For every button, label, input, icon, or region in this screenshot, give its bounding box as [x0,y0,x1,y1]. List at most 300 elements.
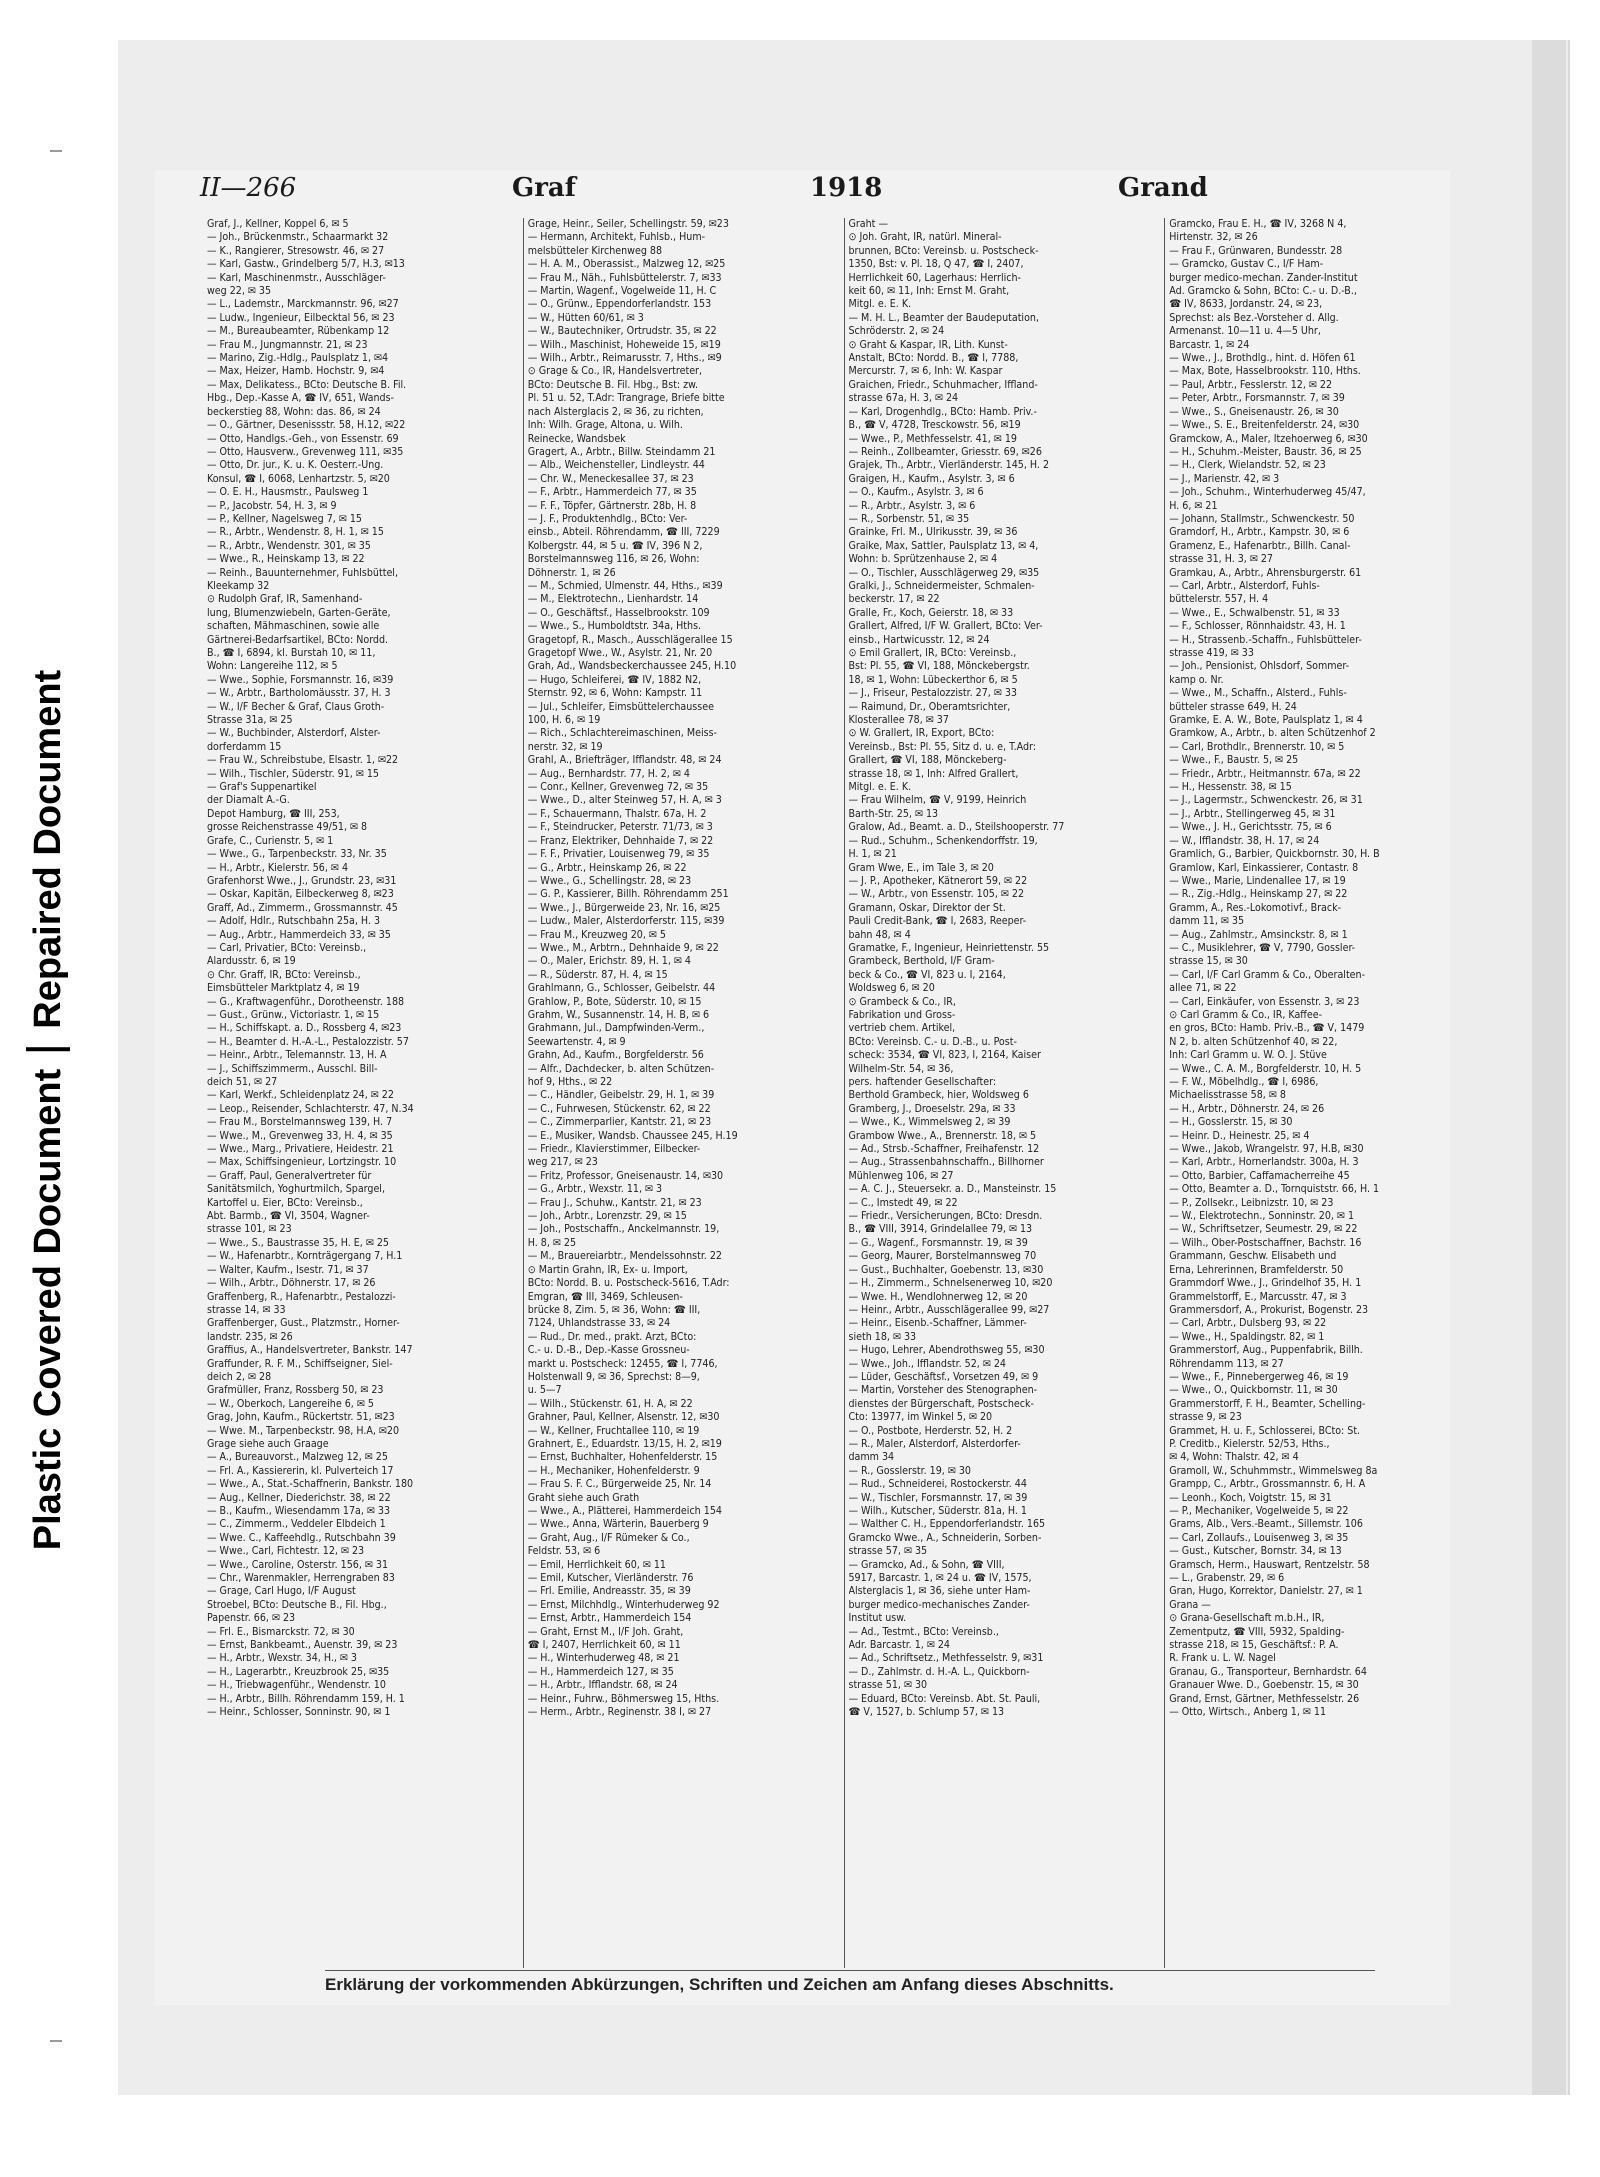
directory-entry-line: Mitgl. e. E. K. [848,781,912,794]
directory-entry-line: — Frau M., Borstelmannsweg 139, H. 7 [207,1116,393,1129]
directory-entry-line: — Wwe., Anna, Wärterin, Bauerberg 9 [527,1518,709,1531]
directory-entry-line: — M., Bureaubeamter, Rübenkamp 12 [207,325,390,338]
directory-entry-line: Grahner, Paul, Kellner, Alsenstr. 12, ✉30 [527,1411,720,1424]
directory-entry-line: strasse 31, H. 3, ✉ 27 [1169,553,1273,566]
directory-entry-line: — H., Schuhm.-Meister, Baustr. 36, ✉ 25 [1169,445,1362,458]
directory-entry-line: — Gramcko, Ad., & Sohn, ☎ VIII, [848,1558,1005,1571]
directory-entry-line: — M., Schmied, Ulmenstr. 44, Hths., ✉39 [527,579,723,592]
header-left-keyword: Graf [512,173,576,203]
directory-entry-line: — H., Arbtr., Wexstr. 34, H., ✉ 3 [207,1652,357,1665]
directory-entry-line: Gramann, Oskar, Direktor der St. [848,901,1006,914]
directory-entry-line: — G. P., Kassierer, Billh. Röhrendamm 251 [527,888,729,901]
directory-entry-line: — Paul, Arbtr., Fesslerstr. 12, ✉ 22 [1169,378,1333,391]
directory-entry-line: — H., Arbtr., Billh. Röhrendamm 159, H. 1 [207,1692,405,1705]
directory-entry-line: ⊙ Joh. Graht, IR, natürl. Mineral- [848,231,1002,244]
directory-entry-line: Kartoffel u. Eier, BCto: Vereinsb., [207,1196,363,1209]
directory-entry-line: — Rich., Schlachtereimaschinen, Meiss- [527,727,717,740]
directory-entry-line: — Wwe., Marie, Lindenallee 17, ✉ 19 [1169,874,1346,887]
directory-entry-line: dorferdamm 15 [207,740,282,753]
directory-entry-line: N 2, b. alten Schützenhof 40, ✉ 22, [1169,1035,1338,1048]
directory-entry-line: — Frl. Emilie, Andreasstr. 35, ✉ 39 [527,1585,691,1598]
directory-entry-line: Graichen, Friedr., Schuhmacher, Iffland- [848,378,1038,391]
directory-entry-line: einsb., Hartwicusstr. 12, ✉ 24 [848,633,990,646]
directory-entry-line: — Aug., Kellner, Diederichstr. 38, ✉ 22 [207,1491,391,1504]
directory-entry-line: der Diamalt A.-G. [207,794,290,807]
directory-entry-line: — Wwe. M., Tarpenbeckstr. 98, H.A, ✉20 [207,1424,400,1437]
directory-entry-line: — F., Schauermann, Thalstr. 67a, H. 2 [527,807,707,820]
directory-entry-line: — Wilh., Maschinist, Hoheweide 15, ✉19 [527,338,721,351]
directory-entry-line: — J. F., Produktenhdlg., BCto: Ver- [527,512,688,525]
directory-entry-line: — Wwe., H., Spaldingstr. 82, ✉ 1 [1169,1330,1325,1343]
directory-entry-line: Mitgl. e. E. K. [848,298,912,311]
directory-entry-line: — H., Winterhuderweg 48, ✉ 21 [527,1652,680,1665]
directory-entry-line: 100, H. 6, ✉ 19 [527,714,601,727]
directory-entry-line: ⊙ Grage & Co., IR, Handelsvertreter, [527,365,702,378]
directory-entry-line: — W., Tischler, Forsmannstr. 17, ✉ 39 [848,1491,1028,1504]
directory-entry-line: — F. F., Töpfer, Gärtnerstr. 28b, H. 8 [527,499,697,512]
directory-entry-line: — R., Sorbenstr. 51, ✉ 35 [848,512,970,525]
directory-entry-line: — A. C. J., Steuersekr. a. D., Mansteinstr. 15 [848,1183,1057,1196]
directory-entry-line: Gragert, A., Arbtr., Billw. Steindamm 21 [527,445,716,458]
directory-entry-line: Gramlow, Karl, Einkassierer, Contastr. 8 [1169,861,1359,874]
directory-entry-line: — Wwe., D., alter Steinweg 57, H. A, ✉ 3 [527,794,722,807]
directory-entry-line: Granauer Wwe. D., Goebenstr. 15, ✉ 30 [1169,1679,1359,1692]
directory-entry-line: Gramlich, G., Barbier, Quickbornstr. 30, H. B [1169,848,1380,861]
directory-entry-line: — Frau F., Grünwaren, Bundesstr. 28 [1169,244,1343,257]
directory-entry-line: — C., Zimmerparlier, Kantstr. 21, ✉ 23 [527,1116,712,1129]
directory-entry-line: Grams, Alb., Vers.-Beamt., Sillemstr. 106 [1169,1518,1363,1531]
directory-entry-line: Adr. Barcastr. 1, ✉ 24 [848,1639,950,1652]
side-banner-text [26,670,70,1550]
directory-entry-line: Strasse 31a, ✉ 25 [207,714,293,727]
directory-entry-line: 1350, Bst: v. Pl. 18, Q 47, ☎ I, 2407, [848,258,1024,271]
directory-entry-line: allee 71, ✉ 22 [1169,982,1237,995]
directory-entry-line: P. Creditb., Kielerstr. 52/53, Hths., [1169,1437,1330,1450]
directory-entry-line: — O., Geschäftsf., Hasselbrookstr. 109 [527,606,710,619]
directory-entry-line: — Karl, Werkf., Schleidenplatz 24, ✉ 22 [207,1089,394,1102]
directory-entry-line: melsbütteler Kirchenweg 88 [527,244,663,257]
directory-entry-line: — Wwe., Jakob, Wrangelstr. 97, H.B, ✉30 [1169,1143,1364,1156]
directory-entry-line: Herrlichkeit 60, Lagerhaus: Herrlich- [848,271,1021,284]
directory-entry-line: — Alb., Weichensteller, Lindleystr. 44 [527,459,705,472]
directory-entry-line: — Gramcko, Gustav C., I/F Ham- [1169,258,1324,271]
directory-entry-line: kamp o. Nr. [1169,673,1224,686]
directory-entry-line: weg 22, ✉ 35 [207,285,272,298]
directory-entry-line: — Wwe., Caroline, Osterstr. 156, ✉ 31 [207,1558,389,1571]
directory-entry-line: — H., Arbtr., Kielerstr. 56, ✉ 4 [207,861,349,874]
directory-entry-line: ✉ 4, Wohn: Thalstr. 42, ✉ 4 [1169,1451,1299,1464]
directory-entry-line: — Hugo, Schleiferei, ☎ IV, 1882 N2, [527,673,702,686]
directory-entry-line: strasse 67a, H. 3, ✉ 24 [848,392,959,405]
directory-entry-line: Graffenberger, Gust., Platzmstr., Horner- [207,1317,400,1330]
directory-entry-line: — R., Arbtr., Asylstr. 3, ✉ 6 [848,499,976,512]
directory-entry-line: — Wwe., F., Pinnebergerweg 46, ✉ 19 [1169,1370,1349,1383]
directory-entry-line: — Frau M., Kreuzweg 20, ✉ 5 [527,928,666,941]
directory-entry-line: — Wwe., J., Brothdlg., hint. d. Höfen 61 [1169,352,1356,365]
directory-entry-line: — Eduard, BCto: Vereinsb. Abt. St. Pauli, [848,1692,1041,1705]
directory-entry-line: — Oskar, Kapitän, Eilbeckerweg 8, ✉23 [207,888,394,901]
directory-entry-line: — Ludw., Ingenieur, Eilbecktal 56, ✉ 23 [207,311,395,324]
directory-entry-line: Grafmüller, Franz, Rossberg 50, ✉ 23 [207,1384,384,1397]
directory-entry-line: — Marino, Zig.-Hdlg., Paulsplatz 1, ✉4 [207,352,389,365]
directory-entry-line: — Wwe., Joh., Ifflandstr. 52, ✉ 24 [848,1357,1006,1370]
directory-entry-line: Graffius, A., Handelsvertreter, Bankstr. 147 [207,1344,413,1357]
directory-entry-line: bütteler strasse 649, H. 24 [1169,700,1297,713]
directory-entry-line: — Wwe., M., Arbtrn., Dehnhaide 9, ✉ 22 [527,941,719,954]
directory-entry-line: — Wwe., Sophie, Forsmannstr. 16, ✉39 [207,673,394,686]
directory-entry-line: — Hugo, Lehrer, Abendrothsweg 55, ✉30 [848,1344,1045,1357]
directory-entry-line: Wohn: b. Sprützenhause 2, ✉ 4 [848,553,998,566]
page-number: II—266 [200,173,297,203]
directory-entry-line: — O., Postbote, Herderstr. 52, H. 2 [848,1424,1013,1437]
directory-entry-line: Grammerstorff, F. H., Beamter, Schelling- [1169,1397,1366,1410]
directory-entry-line: — Wwe., P., Methfesselstr. 41, ✉ 19 [848,432,1017,445]
directory-entry-line: — M., Brauereiarbtr., Mendelssohnstr. 22 [527,1250,722,1263]
directory-entry-line: — W., Oberkoch, Langereihe 6, ✉ 5 [207,1397,374,1410]
directory-entry-line: strasse 57, ✉ 35 [848,1545,928,1558]
header-right-keyword: Grand [1118,173,1208,203]
directory-entry-line: Grahlow, P., Bote, Süderstr. 10, ✉ 15 [527,995,702,1008]
directory-entry-line: Ad. Gramcko & Sohn, BCto: C.- u. D.-B., [1169,285,1357,298]
directory-entry-line: — D., Zahlmstr. d. H.-A. L., Quickborn- [848,1665,1030,1678]
directory-entry-line: — Carl, Privatier, BCto: Vereinsb., [207,941,367,954]
directory-entry-line: schaften, Mähmaschinen, sowie alle [207,620,380,633]
directory-entry-line: — P., Kellner, Nagelsweg 7, ✉ 15 [207,512,362,525]
directory-entry-line: Grage siehe auch Graage [207,1437,329,1450]
directory-entry-line: Kolbergstr. 44, ✉ 5 u. ☎ IV, 396 N 2, [527,539,703,552]
directory-entry-line: — Carl, Brothdlr., Brennerstr. 10, ✉ 5 [1169,740,1345,753]
directory-entry-line: — J., Marienstr. 42, ✉ 3 [1169,472,1280,485]
directory-entry-line: — Frau J., Schuhw., Kantstr. 21, ✉ 23 [527,1196,702,1209]
directory-entry-line: deich 2, ✉ 28 [207,1370,272,1383]
directory-entry-line: Pl. 51 u. 52, T.Adr: Trangrage, Briefe bitte [527,392,725,405]
directory-entry-line: — Frau Wilhelm, ☎ V, 9199, Heinrich [848,794,1027,807]
directory-entry-line: H. 8, ✉ 25 [527,1236,577,1249]
directory-entry-line: Grallert, Alfred, I/F W. Grallert, BCto: Ver- [848,620,1043,633]
directory-entry-line: — Karl, Gastw., Grindelberg 5/7, H.3, ✉13 [207,258,405,271]
directory-entry-line: Gramke, E. A. W., Bote, Paulsplatz 1, ✉ 4 [1169,714,1363,727]
directory-entry-line: — Wilh., Stückenstr. 61, H. A, ✉ 22 [527,1397,693,1410]
directory-entry-line: — F., Steindrucker, Peterstr. 71/73, ✉ 3 [527,821,713,834]
directory-entry-line: — Martin, Wagenf., Vogelweide 11, H. C [527,285,717,298]
directory-entry-line: Institut usw. [848,1612,907,1625]
directory-entry-line: Mercurstr. 7, ✉ 6, Inh: W. Kaspar [848,365,1003,378]
side-banner [0,0,95,2177]
directory-entry-line: Grahmann, Jul., Dampfwinden-Verm., [527,1022,705,1035]
directory-entry-line: Wilhelm-Str. 54, ✉ 36, [848,1062,954,1075]
directory-entry-line: — H., Lagerarbtr., Kreuzbrook 25, ✉35 [207,1665,390,1678]
directory-entry-line: — W., Buchbinder, Alsterdorf, Alster- [207,727,381,740]
directory-entry-line: — Reinh., Zollbeamter, Griesstr. 69, ✉26 [848,445,1042,458]
directory-entry-line: — Wwe., C. A. M., Borgfelderstr. 10, H. 5 [1169,1062,1362,1075]
directory-entry-line: Grammersdorf, A., Prokurist, Bogenstr. 23 [1169,1303,1369,1316]
directory-entry-line: — C., Musiklehrer, ☎ V, 7790, Gossler- [1169,941,1356,954]
directory-entry-line: — Peter, Arbtr., Forsmannstr. 7, ✉ 39 [1169,392,1345,405]
directory-entry-line: BCto: Deutsche B. Fil. Hbg., Bst: zw. [527,378,699,391]
directory-entry-line: Seewartenstr. 4, ✉ 9 [527,1035,626,1048]
directory-entry-line: — Alfr., Dachdecker, b. alten Schützen- [527,1062,715,1075]
directory-entry-line: Gralow, Ad., Beamt. a. D., Steilshooperstr. 77 [848,821,1065,834]
directory-entry-line: — G., Kraftwagenführ., Dorotheenstr. 188 [207,995,405,1008]
directory-entry-line: — Wilh., Arbtr., Döhnerstr. 17, ✉ 26 [207,1277,376,1290]
page-edge-shadow [1532,40,1566,2095]
directory-entry-line: Grambow Wwe., A., Brennerstr. 18, ✉ 5 [848,1129,1037,1142]
directory-entry-line: Graf, J., Kellner, Koppel 6, ✉ 5 [207,218,349,230]
directory-entry-line: Grahn, Ad., Kaufm., Borgfelderstr. 56 [527,1049,704,1062]
directory-entry-line: — O., Maler, Erichstr. 89, H. 1, ✉ 4 [527,955,691,968]
directory-entry-line: — A., Bureauvorst., Malzweg 12, ✉ 25 [207,1451,388,1464]
directory-entry-line: dienstes der Bürgerschaft, Postscheck- [848,1397,1034,1410]
directory-entry-line: Anstalt, BCto: Nordd. B., ☎ I, 7788, [848,352,1019,365]
directory-entry-line: strasse 218, ✉ 15, Geschäftsf.: P. A. [1169,1639,1339,1652]
directory-entry-line: — Frl. A., Kassiererin, kl. Pulverteich 17 [207,1464,394,1477]
directory-entry-line: strasse 419, ✉ 33 [1169,647,1254,659]
directory-entry-line: hof 9, Hths., ✉ 22 [527,1076,613,1088]
directory-entry-line: Grafenhorst Wwe., J., Grundstr. 23, ✉31 [207,874,397,887]
directory-entry-line: Papenstr. 66, ✉ 23 [207,1612,296,1625]
directory-entry-line: 5917, Barcastr. 1, ✉ 24 u. ☎ IV, 1575, [848,1572,1032,1585]
directory-entry-line: — J., Friseur, Pestalozzistr. 27, ✉ 33 [848,687,1017,700]
directory-entry-line: — Rud., Schuhm., Schenkendorffstr. 19, [848,834,1038,847]
directory-entry-line: BCto: Nordd. B. u. Postscheck-5616, T.Adr: [527,1277,730,1290]
directory-entry-line: Eimsbütteler Marktplatz 4, ✉ 19 [207,982,360,995]
directory-entry-line: Gramatke, F., Ingenieur, Heinriettenstr. 55 [848,941,1050,954]
directory-entry-line: ☎ I, 2407, Herrlichkeit 60, ✉ 11 [527,1639,681,1652]
directory-entry-line: — Wwe., F., Baustr. 5, ✉ 25 [1169,754,1299,767]
directory-entry-line: — Otto, Wirtsch., Anberg 1, ✉ 11 [1169,1706,1327,1719]
directory-entry-line: strasse 51, ✉ 30 [848,1679,928,1692]
directory-entry-line: — R., Maler, Alsterdorf, Alsterdorfer- [848,1437,1021,1450]
directory-entry-line: — Wwe., G., Schellingstr. 28, ✉ 23 [527,874,692,887]
directory-entry-line: Hbg., Dep.-Kasse A, ☎ IV, 651, Wands- [207,392,394,405]
directory-columns [203,218,1478,1968]
directory-entry-line: 18, ✉ 1, Wohn: Lübeckerthor 6, ✉ 5 [848,673,1018,686]
directory-entry-line: — Chr. W., Meneckesallee 37, ✉ 23 [527,472,694,485]
directory-entry-line: Grahnert, E., Eduardstr. 13/15, H. 2, ✉19 [527,1437,722,1450]
directory-column-4 [1164,218,1478,1968]
directory-entry-line: Erna, Lehrerinnen, Bramfelderstr. 50 [1169,1263,1344,1276]
directory-entry-line: — Graff, Paul, Generalvertreter für [207,1169,372,1182]
directory-entry-line: B., ☎ VIII, 3914, Grindelallee 79, ✉ 13 [848,1223,1033,1236]
directory-entry-line: damm 11, ✉ 35 [1169,915,1245,928]
directory-entry-line: — Leop., Reisender, Schlachterstr. 47, N.34 [207,1102,414,1115]
directory-entry-line: Gramkau, A., Arbtr., Ahrensburgerstr. 61 [1169,566,1362,579]
directory-entry-line: Graike, Max, Sattler, Paulsplatz 13, ✉ 4, [848,539,1039,552]
directory-entry-line: Grammann, Geschw. Elisabeth und [1169,1250,1337,1263]
directory-entry-line: — Frau W., Schreibstube, Elsastr. 1, ✉22 [207,754,399,767]
directory-entry-line: — Adolf, Hdlr., Rutschbahn 25a, H. 3 [207,915,381,928]
directory-entry-line: — Ad., Testmt., BCto: Vereinsb., [848,1625,999,1638]
directory-entry-line: — Heinr., Fuhrw., Böhmersweg 15, Hths. [527,1692,720,1705]
directory-entry-line: — Rud., Schneiderei, Rostockerstr. 44 [848,1478,1027,1491]
directory-entry-line: Gralle, Fr., Koch, Geierstr. 18, ✉ 33 [848,606,1014,619]
directory-entry-line: Emgran, ☎ III, 3469, Schleusen- [527,1290,683,1303]
directory-entry-line: — P., Jacobstr. 54, H. 3, ✉ 9 [207,499,337,512]
directory-entry-line: — H., Triebwagenführ., Wendenstr. 10 [207,1679,386,1692]
directory-entry-line: ⊙ Grambeck & Co., IR, [848,995,956,1008]
directory-entry-line: strasse 18, ✉ 1, Inh: Alfred Grallert, [848,767,1019,780]
directory-entry-line: — M. H. L., Beamter der Baudeputation, [848,311,1039,324]
directory-entry-line: Sternstr. 92, ✉ 6, Wohn: Kampstr. 11 [527,687,703,700]
directory-entry-line: — Franz, Elektriker, Dehnhaide 7, ✉ 22 [527,834,714,847]
directory-entry-line: — H., Beamter d. H.-A.-L., Pestalozzistr. 57 [207,1035,409,1048]
directory-entry-line: Klosterallee 78, ✉ 37 [848,714,949,727]
directory-entry-line: Gramenz, E., Hafenarbtr., Billh. Canal- [1169,539,1351,552]
directory-entry-line: — Carl, Arbtr., Alsterdorf, Fuhls- [1169,579,1320,592]
directory-entry-line: — F. W., Möbelhdlg., ☎ I, 6986, [1169,1076,1319,1088]
directory-entry-line: — Georg, Maurer, Borstelmannsweg 70 [848,1250,1037,1263]
directory-entry-line: — H., Zimmerm., Schnelsenerweg 10, ✉20 [848,1277,1053,1290]
directory-entry-line: Grampp, C., Arbtr., Grossmannstr. 6, H. A [1169,1478,1366,1491]
directory-entry-line: beck & Co., ☎ VI, 823 u. I, 2164, [848,968,1006,981]
directory-entry-line: — Karl, Arbtr., Hornerlandstr. 300a, H. 3 [1169,1156,1359,1169]
directory-entry-line: — Frau S. F. C., Bürgerweide 25, Nr. 14 [527,1478,712,1491]
directory-entry-line: Abt. Barmb., ☎ VI, 3504, Wagner- [207,1210,370,1223]
directory-entry-line: Armenanst. 10—11 u. 4—5 Uhr, [1169,325,1321,338]
directory-entry-line: — W., Elektrotechn., Sonninstr. 20, ✉ 1 [1169,1210,1355,1223]
directory-entry-line: vertrieb chem. Artikel, [848,1022,956,1035]
directory-entry-line: — Wilh., Tischler, Süderstr. 91, ✉ 15 [207,767,379,780]
directory-entry-line: — Chr., Warenmakler, Herrengraben 83 [207,1572,395,1585]
directory-entry-line: Gramm, A., Res.-Lokomotivf., Brack- [1169,901,1342,914]
directory-entry-line: Grajek, Th., Arbtr., Vierländerstr. 145, H. 2 [848,459,1050,472]
directory-entry-line: Berthold Grambeck, hier, Woldsweg 6 [848,1089,1029,1102]
directory-entry-line: — Wwe., G., Tarpenbeckstr. 33, Nr. 35 [207,848,387,861]
directory-entry-line: — E., Musiker, Wandsb. Chaussee 245, H.19 [527,1129,738,1142]
directory-entry-line: — Ernst, Milchhdlg., Winterhuderweg 92 [527,1598,720,1611]
directory-entry-line: Holstenwall 9, ✉ 36, Sprechst: 8—9, [527,1370,700,1383]
directory-entry-line: Gramberg, J., Droeselstr. 29a, ✉ 33 [848,1102,1016,1115]
directory-entry-line: — Ad., Schriftsetz., Methfesselstr. 9, ✉31 [848,1652,1044,1665]
directory-entry-line: — Otto, Handlgs.-Geh., von Essenstr. 69 [207,432,399,445]
directory-entry-line: Fabrikation und Gross- [848,1008,956,1021]
edge-mark [50,2040,62,2042]
directory-entry-line: — Graht, Aug., I/F Rümeker & Co., [527,1531,690,1544]
directory-entry-line: — Wwe., K., Wimmelsweg 2, ✉ 39 [848,1116,1011,1129]
directory-entry-line: Graht — [848,218,888,230]
directory-entry-line: strasse 9, ✉ 23 [1169,1411,1242,1424]
directory-entry-line: Kleekamp 32 [207,579,270,592]
directory-entry-line: Gralki, J., Schneidermeister, Schmalen- [848,579,1035,592]
directory-entry-line: Granau, G., Transporteur, Bernhardstr. 64 [1169,1665,1367,1678]
directory-entry-line: — Herm., Arbtr., Reginenstr. 38 I, ✉ 27 [527,1706,712,1719]
directory-entry-line: — Otto, Beamter a. D., Tornquiststr. 66, H. 1 [1169,1183,1380,1196]
directory-entry-line: — Emil, Herrlichkeit 60, ✉ 11 [527,1558,666,1571]
directory-entry-line: Grahm, W., Susannenstr. 14, H. B, ✉ 6 [527,1008,710,1021]
directory-entry-line: — Joh., Pensionist, Ohlsdorf, Sommer- [1169,660,1350,673]
directory-entry-line: — L., Grabenstr. 29, ✉ 6 [1169,1572,1285,1585]
directory-entry-line: — Grage, Carl Hugo, I/F August [207,1585,356,1598]
directory-entry-line: — Wwe., S. E., Breitenfelderstr. 24, ✉30 [1169,419,1360,432]
directory-entry-line: Inh: Wilh. Grage, Altona, u. Wilh. [527,419,683,432]
directory-entry-line: Barth-Str. 25, ✉ 13 [848,807,939,820]
directory-entry-line: — Aug., Bernhardstr. 77, H. 2, ✉ 4 [527,767,690,780]
directory-entry-line: — Friedr., Klavierstimmer, Eilbecker- [527,1143,701,1156]
directory-entry-line: — W., Arbtr., Bartholomäusstr. 37, H. 3 [207,687,391,700]
directory-entry-line: Alsterglacis 1, ✉ 36, siehe unter Ham- [848,1585,1031,1598]
directory-entry-line: Konsul, ☎ I, 6068, Lenhartzstr. 5, ✉20 [207,472,390,485]
directory-entry-line: — Wilh., Arbtr., Reimarusstr. 7, Hths., ✉9 [527,352,722,365]
directory-entry-line: Sanitätsmilch, Yoghurtmilch, Spargel, [207,1183,385,1196]
directory-entry-line: Gramkow, A., Arbtr., b. alten Schützenhof 2 [1169,727,1376,740]
directory-entry-line: — B., Kaufm., Wiesendamm 17a, ✉ 33 [207,1505,391,1517]
directory-entry-line: — H. A. M., Oberassist., Malzweg 12, ✉25 [527,258,726,271]
directory-entry-line: Sprechst: als Bez.-Vorsteher d. Allg. [1169,311,1339,324]
directory-entry-line: — Otto, Hausverw., Grevenweg 111, ✉35 [207,445,404,458]
directory-entry-line: Gragetopf, R., Masch., Ausschlägerallee 15 [527,633,733,646]
directory-entry-line: Wohn: Langereihe 112, ✉ 5 [207,660,338,673]
directory-entry-line: Röhrendamm 113, ✉ 27 [1169,1357,1284,1370]
directory-entry-line: — Ad., Strsb.-Schaffner, Freihafenstr. 12 [848,1143,1040,1156]
directory-entry-line: — W., Arbtr., von Essenstr. 105, ✉ 22 [848,888,1025,901]
directory-entry-line: — Wwe. H., Wendlohnerweg 12, ✉ 20 [848,1290,1028,1303]
directory-entry-line: — Wwe., J., Bürgerweide 23, Nr. 16, ✉25 [527,901,721,914]
directory-entry-line: — Jul., Schleifer, Eimsbüttelerchaussee [527,700,714,713]
directory-entry-line: — O., Tischler, Ausschlägerweg 29, ✉35 [848,566,1040,579]
directory-entry-line: — J., Arbtr., Stellingerweg 45, ✉ 31 [1169,807,1336,820]
directory-entry-line: ⊙ Martin Grahn, IR, Ex- u. Import, [527,1263,688,1276]
directory-entry-line: — C., Händler, Geibelstr. 29, H. 1, ✉ 39 [527,1089,715,1102]
directory-entry-line: — W., Hafenarbtr., Kornträgergang 7, H.1 [207,1250,403,1263]
directory-entry-line: — W., Kellner, Fruchtallee 110, ✉ 19 [527,1424,700,1437]
directory-entry-line: Graigen, H., Kaufm., Asylstr. 3, ✉ 6 [848,472,1015,485]
directory-entry-line: — W., Schriftsetzer, Seumestr. 29, ✉ 22 [1169,1223,1358,1236]
directory-entry-line: Grana — [1169,1598,1211,1611]
directory-entry-line: Bst: Pl. 55, ☎ VI, 188, Mönckebergstr. [848,660,1030,673]
directory-entry-line: — Otto, Barbier, Caffamacherreihe 45 [1169,1169,1350,1182]
directory-entry-line: Cto: 13977, im Winkel 5, ✉ 20 [848,1411,993,1424]
directory-entry-line: strasse 15, ✉ 30 [1169,955,1248,968]
directory-entry-line: ⊙ Chr. Graff, IR, BCto: Vereinsb., [207,968,361,981]
directory-entry-line: — J., Lagermstr., Schwenckestr. 26, ✉ 31 [1169,794,1363,807]
directory-entry-line: — Frau M., Jungmannstr. 21, ✉ 23 [207,338,368,351]
directory-entry-line: — Wwe. C., Kaffeehdlg., Rutschbahn 39 [207,1531,396,1544]
directory-entry-line: Grammerstorf, Aug., Puppenfabrik, Billh. [1169,1344,1363,1357]
directory-entry-line: — W., I/F Becher & Graf, Claus Groth- [207,700,385,713]
directory-entry-line: deich 51, ✉ 27 [207,1076,278,1088]
directory-entry-line: Gramcko Wwe., A., Schneiderin, Sorben- [848,1531,1042,1544]
directory-entry-line: — R., Gosslerstr. 19, ✉ 30 [848,1464,971,1477]
directory-entry-line: Grammet, H. u. F., Schlosserei, BCto: St. [1169,1424,1361,1437]
directory-entry-line: — G., Wagenf., Forsmannstr. 19, ✉ 39 [848,1236,1028,1249]
directory-entry-line: — H., Mechaniker, Hohenfelderstr. 9 [527,1464,700,1477]
directory-entry-line: — Gust., Kutscher, Bornstr. 34, ✉ 13 [1169,1545,1342,1558]
directory-entry-line: — W., Ifflandstr. 38, H. 17, ✉ 24 [1169,834,1320,847]
directory-entry-line: landstr. 235, ✉ 26 [207,1330,293,1343]
running-header [200,168,1208,208]
directory-entry-line: — K., Rangierer, Stresowstr. 46, ✉ 27 [207,244,385,257]
directory-entry-line: Grallert, ☎ VI, 188, Mönckeberg- [848,754,1007,767]
directory-entry-line: pers. haftender Gesellschafter: [848,1076,997,1088]
directory-entry-line: Schröderstr. 2, ✉ 24 [848,325,945,338]
directory-entry-line: Vereinsb., Bst: Pl. 55, Sitz d. u. e, T.Adr: [848,740,1036,753]
directory-entry-line: C.- u. D.-B., Dep.-Kasse Grossneu- [527,1344,690,1357]
directory-entry-line: Gärtnerei-Bedarfsartikel, BCto: Nordd. [207,633,389,646]
directory-entry-line: — Karl, Drogenhdlg., BCto: Hamb. Priv.- [848,405,1037,418]
directory-entry-line: — Wwe., O., Quickbornstr. 11, ✉ 30 [1169,1384,1338,1397]
directory-entry-line: keit 60, ✉ 11, Inh: Ernst M. Graht, [848,285,1010,298]
directory-entry-line: Zementputz, ☎ VIII, 5932, Spalding- [1169,1625,1345,1638]
directory-entry-line: strasse 14, ✉ 33 [207,1303,286,1316]
directory-entry-line: H. 6, ✉ 21 [1169,499,1218,512]
directory-entry-line: — Fritz, Professor, Gneisenaustr. 14, ✉30 [527,1169,724,1182]
directory-entry-line: — Leonh., Koch, Voigtstr. 15, ✉ 31 [1169,1491,1332,1504]
directory-entry-line: — Frau M., Näh., Fuhlsbüttelerstr. 7, ✉33 [527,271,722,284]
directory-entry-line: — Martin, Vorsteher des Stenographen- [848,1384,1038,1397]
directory-entry-line: — W., Hütten 60/61, ✉ 3 [527,311,644,324]
directory-entry-line: — F. F., Privatier, Louisenweg 79, ✉ 35 [527,848,710,861]
directory-entry-line: — Karl, Maschinenmstr., Ausschläger- [207,271,386,284]
